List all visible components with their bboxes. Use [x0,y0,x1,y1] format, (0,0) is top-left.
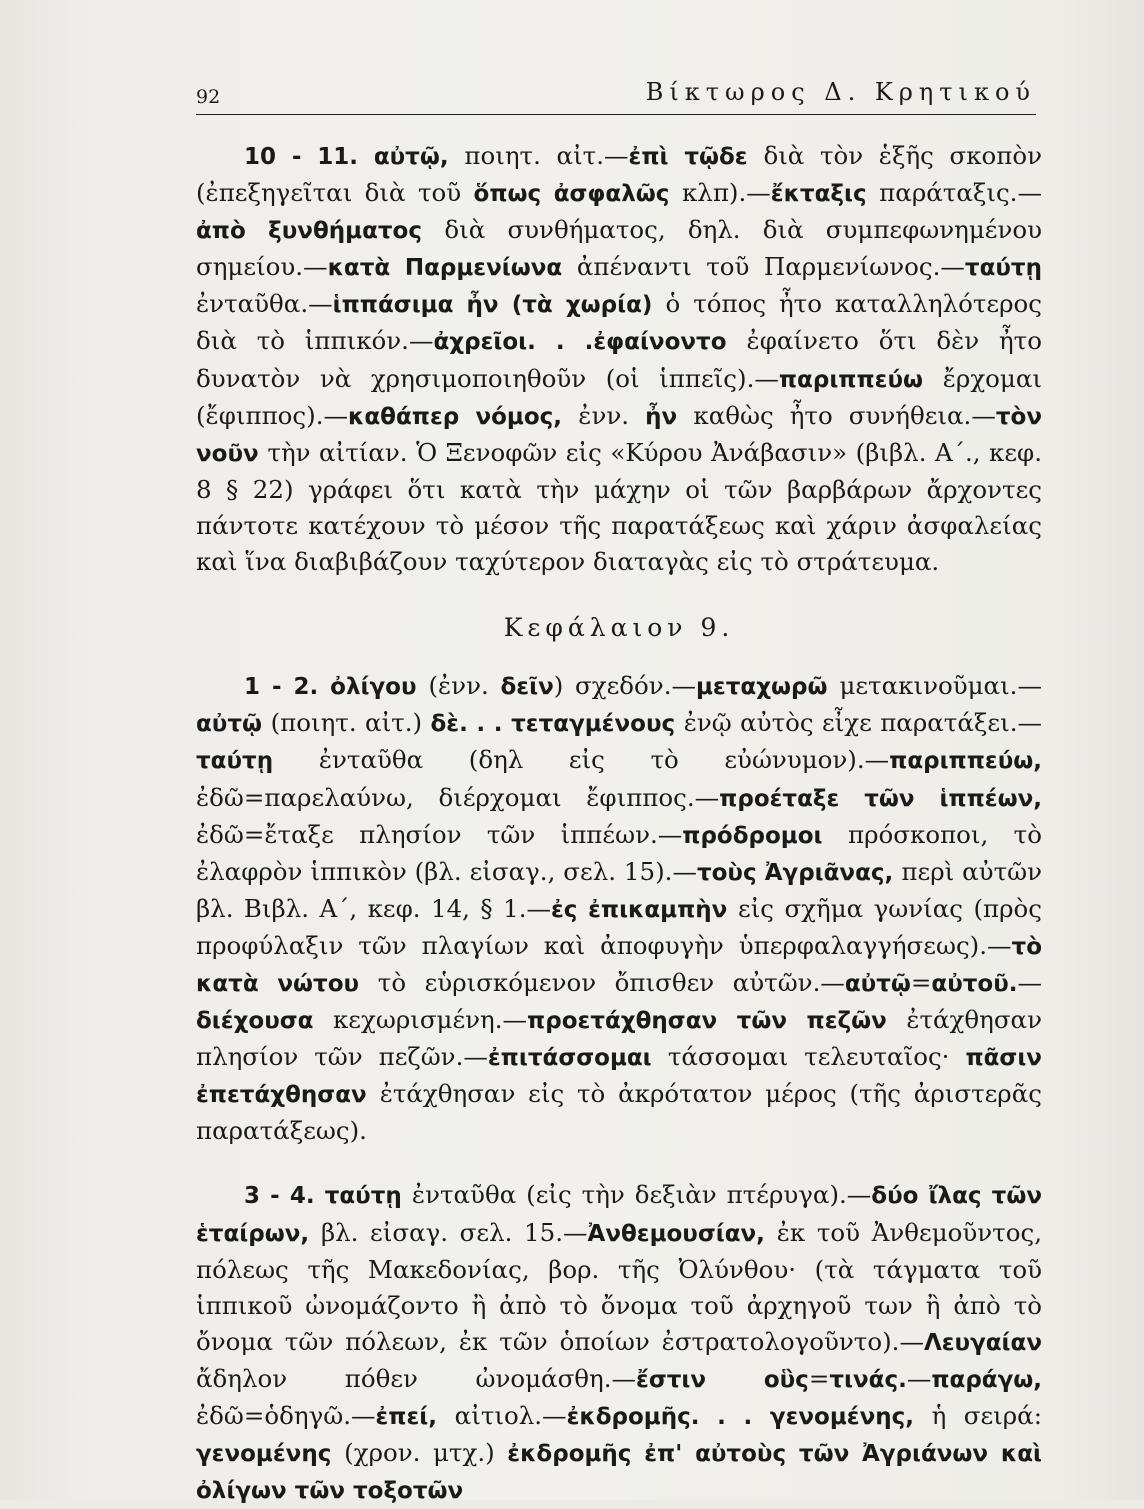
lemma-text: μεταχωρῶ [695,674,840,701]
gloss-text: αἰτιολ.— [454,1401,567,1430]
lemma-text: διέχουσα [196,1008,333,1035]
gloss-text: (ἐνν. [428,671,501,701]
gloss-text: εἰς σχῆμα γωνίας (πρὸς προφύλαξιν τῶν πλαγίων καὶ ἀποφυγὴν ὑπερφαλαγγήσεως).— [196,893,1042,960]
paragraph-10-11 [196,138,1042,580]
gloss-text: ἀπέναντι τοῦ Παρμενίωνος.— [576,252,965,282]
lemma-text: ἔστιν οὓς [636,1366,809,1393]
gloss-text: ἡ σειρά: [931,1401,1042,1430]
paragraph-3-4 [196,1177,1042,1509]
gloss-text: (ποιητ. αἰτ.) [270,708,431,738]
gloss-text: ἐδῶ=ὁδηγῶ.— [196,1401,376,1430]
lemma-text: ἐκδρομῆς. . . γενομένης, [566,1404,932,1430]
page-header [196,70,1036,115]
lemma-text: τὸ κατὰ νώτου [196,933,1042,997]
gloss-text: καθὼς ἦτο συνήθεια.— [693,400,996,430]
lemma-text: δὲ. . . τεταγμένους [430,711,684,738]
gloss-text: ἄδηλον πόθεν ὠνομάσθη.— [196,1363,637,1393]
lemma-text: αὐτῷ [196,711,271,738]
lemma-text: ἔκταξις [770,181,880,208]
lemma-text: τὸν νοῦν [196,403,1042,467]
gloss-text: ἐδῶ=ἔταξε πλησίον τῶν ἱππέων.— [196,819,683,849]
gloss-text: ἐνν. [578,400,646,430]
lemma-text: παριππεύω, [889,748,1042,775]
lemma-text: τινάς. [829,1366,907,1393]
lemma-text: πρόδρομοι [682,822,849,849]
gloss-text: τάσσομαι τελευταῖος· [667,1042,966,1072]
lemma-text: ἱππάσιμα ἦν (τὰ χωρία) [332,292,666,319]
paragraph-1-2 [196,668,1042,1149]
gloss-text: = [910,967,932,997]
lemma-text: αὐτῷ [844,970,911,997]
lemma-text: ἀπὸ ξυνθήματος [196,218,445,245]
gloss-text: ἐδῶ=παρελαύνω, διέρχομαι ἔφιππος.— [196,782,720,812]
gloss-text: ἔρχομαι (ἔφιππος).— [196,363,1042,430]
lemma-text: προετάχθησαν τῶν πεζῶν [527,1008,907,1035]
lemma-text: δύο ἴλας τῶν ἑταίρων, [196,1183,1042,1247]
lemma-text: αὐτοῦ. [931,970,1018,997]
lemma-text: ἐκδρομῆς ἐπ' αὐτοὺς τῶν Ἀγριάνων καὶ ὀλίγων τῶν τοξοτῶν [196,1441,1042,1505]
lemma-text: παράγω, [931,1366,1042,1393]
gloss-text: ἐνταῦθα.— [196,289,333,319]
lemma-text: ἦν [645,403,694,430]
lemma-text: πᾶσιν ἐπετάχθησαν [196,1045,1042,1109]
body-text [196,138,1042,1509]
gloss-text: μετακινοῦμαι.— [839,671,1042,701]
lemma-text: ταύτῃ [196,748,319,775]
gloss-text: ἐτάχθησαν πλησίον τῶν πεζῶν.— [196,1005,1042,1072]
gloss-text: τὴν αἰτίαν. Ὁ Ξενοφῶν εἰς «Κύρου Ἀνάβασιν» (βιβλ. Α΄., κεφ. 8 § 22) γράφει ὅτι κατὰ τὴν μάχην οἱ τῶν βαρβάρων ἄρχοντες πάντοτε κατέχουν τὸ μέσον τῆς παρατάξεως καὶ χάριν ἀσφαλείας καὶ ἵνα διαβιβάζουν ταχύτερον διαταγὰς εἰς τὸ στράτευμα. [196,437,1042,577]
gloss-text: ἐνταῦθα (δηλ εἰς τὸ εὐώνυμον).— [318,745,890,775]
gloss-text: ἐνταῦθα (εἰς τὴν δεξιὰν πτέρυγα).— [411,1180,872,1210]
lemma-text: προέταξε τῶν ἱππέων, [719,785,1042,812]
lemma-text: ἐπιτάσσομαι [487,1045,668,1072]
lemma-text: ἐπεί, [375,1404,455,1430]
lemma-text: Ἀνθεμουσίαν, [587,1220,777,1247]
lemma-text: δεῖν [500,674,554,701]
gloss-text: κλπ).— [681,178,771,208]
gloss-text: παράταξις.— [879,178,1042,208]
gloss-text: κεχωρισμένη.— [332,1005,528,1035]
paragraph-gap [196,1149,1042,1177]
gloss-text: ) σχεδόν.— [553,671,696,701]
gloss-text: ὁ τόπος ἦτο καταλληλότερος διὰ τὸ ἱππικόν.— [196,289,1042,356]
gloss-text: διὰ τὸν ἑξῆς σκοπὸν (ἐπεξηγεῖται διὰ τοῦ [196,141,1042,208]
lemma-text: ὅπως ἀσφαλῶς [473,181,682,208]
gloss-text: — [906,1363,932,1393]
gloss-text: πρόσκοποι, τὸ ἐλαφρὸν ἱππικὸν (βλ. εἰσαγ., σελ. 15).— [196,819,1042,886]
page-number: 92 [196,86,221,108]
gloss-text: περὶ αὐτῶν βλ. Βιβλ. Α΄, κεφ. 14, § 1.— [196,856,1042,923]
gloss-text: ποιητ. αἰτ.— [464,141,629,170]
lemma-text: καθάπερ νόμος, [348,403,579,430]
lemma-text: ταύτῃ [964,255,1042,282]
gloss-text: = [808,1363,830,1393]
gloss-text: διὰ συνθήματος, δηλ. διὰ συμπεφωνημένου σημείου.— [196,215,1042,282]
gloss-text: ἐτάχθησαν εἰς τὸ ἀκρότατον μέρος (τῆς ἀριστερᾶς παρατάξεως). [196,1079,1042,1146]
gloss-text: ἐφαίνετο ὅτι δὲν ἦτο δυνατὸν νὰ χρησιμοποιηθοῦν (οἱ ἱππεῖς).— [196,326,1042,393]
lemma-text: ἀχρεῖοι. . .ἐφαίνοντο [433,329,747,356]
lemma-text: ἐπὶ τῷδε [628,144,764,170]
lemma-text: Λευγαίαν [923,1329,1042,1356]
lemma-text: ἐς ἐπικαμπὴν [550,896,738,923]
lemma-text: γενομένης [196,1441,345,1468]
lemma-text: 10 - 11. αὐτῷ, [244,144,465,170]
gloss-text: ἐνῷ αὐτὸς εἶχε παρατάξει.— [683,708,1042,738]
gloss-text: βλ. εἰσαγ. σελ. 15.— [320,1217,588,1247]
gloss-text: (χρον. μτχ.) [344,1438,508,1468]
gloss-text: τὸ εὑρισκόμενον ὄπισθεν αὐτῶν.— [377,967,845,997]
lemma-text: 1 - 2. ὀλίγου [244,674,429,701]
gloss-text: ἐκ τοῦ Ἀνθεμοῦντος, πόλεως τῆς Μακεδονίας, βορ. τῆς Ὀλύνθου· (τὰ τάγματα τοῦ ἱππικοῦ ὠνομάζοντο ἢ ἀπὸ τὸ ὄνομα τοῦ ἀρχηγοῦ των ἢ ἀπὸ τὸ ὄνομα τῶν πόλεων, ἐκ τῶν ὁποίων ἐστρατολογοῦντο).— [196,1217,1042,1356]
running-head: Βίκτωρος Δ. Κρητικού [645,78,1036,106]
lemma-text: 3 - 4. ταύτῃ [244,1183,412,1210]
chapter-heading: Κεφάλαιον 9. [503,613,735,643]
gloss-text: — [1017,967,1042,997]
lemma-text: τοὺς Ἀγριᾶνας, [696,859,902,886]
lemma-text: παριππεύω [778,366,943,393]
lemma-text: κατὰ Παρμενίωνα [327,255,577,282]
